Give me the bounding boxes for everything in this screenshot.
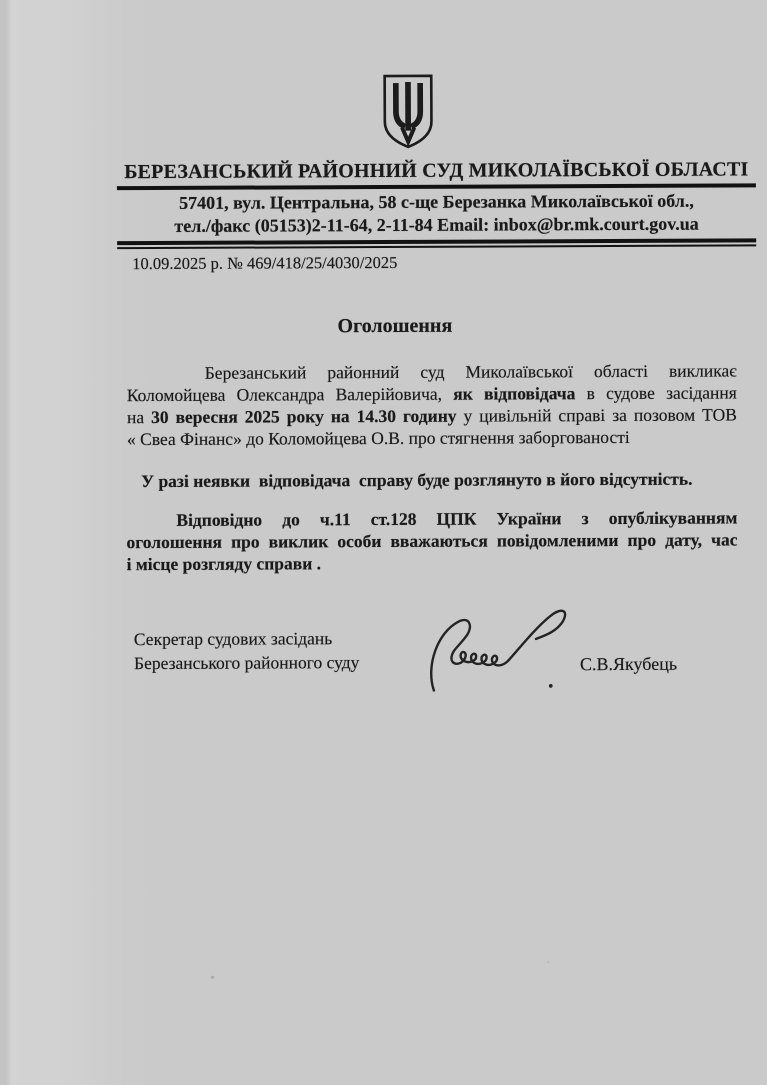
announcement-paragraph-summons: Березанський районний суд Миколаївської області викликає Коломойцева Олександра Валерійовича, як відповідача в судове засідання на 30 вересня 2025 року на 14.30 годину у цивільній справі за позовом ТОВ « Свеа Фінанс» до Коломойцева О.В. про стягнення заборгованості xyxy=(126,360,737,450)
scan-speck xyxy=(210,976,214,979)
handwritten-signature xyxy=(427,600,595,702)
secretary-role-block xyxy=(134,626,360,675)
signatory-name: С.В.Якубець xyxy=(579,653,678,675)
announcement-title: Оголошення xyxy=(337,314,453,338)
header-divider-bottom-thin xyxy=(117,244,756,249)
ukraine-trident-emblem-icon xyxy=(379,73,436,155)
court-name-heading: БЕРЕЗАНСЬКИЙ РАЙОННИЙ СУД МИКОЛАЇВСЬКОЇ ОБЛАСТІ xyxy=(124,158,749,184)
secretary-role-line-2: Березанського районного суду xyxy=(133,652,360,674)
court-address-line-1: 57401, вул. Центральна, 58 с-ще Березанка Миколаївської обл., xyxy=(179,190,694,213)
legal-notice-paragraph: Відповідно до ч.11 ст.128 ЦПК України з опублікуванням оголошення про виклик особи вважаються повідомленими про дату, час і місце розгляду справи . xyxy=(126,507,738,575)
reference-number-line: 10.09.2025 р. № 469/418/25/4030/2025 xyxy=(132,252,398,274)
scan-speck xyxy=(547,961,549,963)
court-address-line-2: тел./факс (05153)2-11-64, 2-11-84 Email: inbox@br.mk.court.gov.ua xyxy=(174,213,699,236)
secretary-role-line-1: Секретар судових засідань xyxy=(133,628,333,650)
letterhead xyxy=(117,157,756,249)
warning-paragraph: У разі неявки відповідача справу буде розглянуто в його відсутність. xyxy=(141,468,693,492)
